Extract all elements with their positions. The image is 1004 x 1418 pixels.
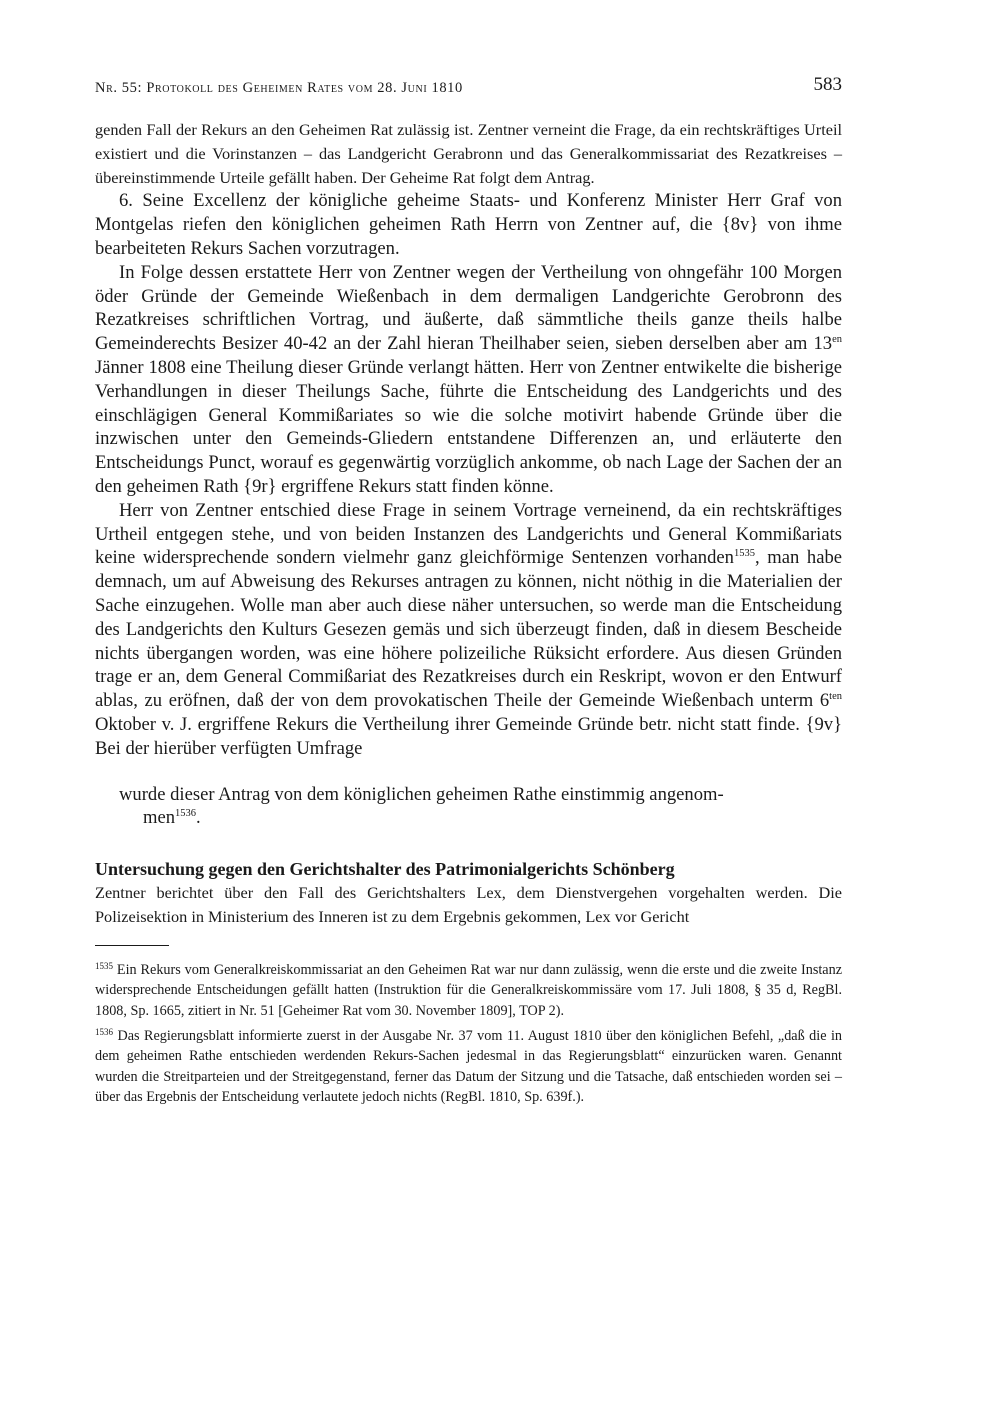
footnote-ref-1536[interactable]: 1536 <box>175 808 197 820</box>
editorial-summary <box>95 118 842 189</box>
resolution-period: . <box>196 807 201 829</box>
protocol-text <box>95 189 842 760</box>
running-title: Nr. 55: Protokoll des Geheimen Rates vom 28. Juni 1810 <box>95 80 463 96</box>
resolution-line-2 <box>119 806 842 830</box>
resolution-line-1: wurde dieser Antrag von dem königlichen geheimen Rathe einstimmig angenom- <box>119 783 724 805</box>
footnote-text: Das Regierungsblatt informierte zuerst in der Ausgabe Nr. 37 vom 11. August 1810 über den königlichen Befehl, „daß die in dem geheimen Rathe entschieden werdenden Rekurs-Sachen jedesmal in das Regierungsblatt“ einzurücken waren. Genannt wurden die Streitparteien und der Streitgegenstand, ferner das Datum der Sitzung und die Tatsache, daß entschieden worden sei – über das Ergebnis der Entscheidung verlautete jedoch nichts (RegBl. 1810, Sp. 639f.). <box>95 1028 842 1105</box>
paragraph-report <box>95 261 842 499</box>
footnotes <box>95 960 842 1107</box>
paragraph-decision-part-a: Herr von Zentner entschied diese Frage in seinem Vortrage verneinend, da ein rechtskräftiges Urtheil entgegen stehe, und von beiden Instanzen des Landgerichts und General Kommißariats keine widersprechende sondern vielmehr ganz gleichförmige Sentenzen vorhanden <box>95 499 842 569</box>
footnote-number: 1535 <box>95 961 113 972</box>
paragraph-decision-part-c: Oktober v. J. ergriffene Rekurs die Vertheilung ihrer Gemeinde Gründe betr. nicht statt finde. {9v} Bei der hierüber verfügten Umfrage <box>95 713 842 759</box>
section-heading: Untersuchung gegen den Gerichtshalter des Patrimonialgerichts Schönberg <box>95 859 675 880</box>
footnote-1536 <box>95 1026 842 1107</box>
superscript-en: en <box>832 334 842 346</box>
paragraph-item-6: 6. Seine Excellenz der königliche geheime Staats- und Konferenz Minister Herr Graf von Montgelas riefen den königlichen geheimen Rath Herrn von Zentner auf, die {8v} von ihme bearbeiteten Rekurs Sachen vorzutragen. <box>95 190 842 259</box>
resolution-word-end: men <box>143 807 176 829</box>
footnote-1535 <box>95 960 842 1021</box>
superscript-ten: ten <box>829 691 842 703</box>
footnote-text: Ein Rekurs vom Generalkreiskommissariat an den Geheimen Rat war nur dann zulässig, wenn die erste und die zweite Instanz widersprechende Entscheidungen gefällt hatten (Instruktion für die Generalkreiskommissäre vom 17. Juli 1808, § 35 d, RegBl. 1808, Sp. 1665, zitiert in Nr. 51 [Geheimer Rat vom 30. November 1809], TOP 2). <box>95 962 842 1019</box>
resolution-block <box>95 783 842 831</box>
page-number: 583 <box>813 74 842 95</box>
paragraph-decision <box>95 499 842 761</box>
paragraph-decision-part-b: , man habe demnach, um auf Abweisung des Rekurses antragen zu können, nicht nöthig in die Materialien der Sache einzugehen. Wolle man aber auch diese näher untersuchen, so werde man die Entscheidung des Landgerichts den Kulturs Gesezen gemäs und sich überzeugt finden, daß in diesem Bescheide nichts übergangen worden, was eine höhere polizeiliche Rüksicht erfordere. Aus diesen Gründen trage er an, dem General Commißariat des Rezatkreises durch ein Reskript, wovon er den Entwurf ablas, zu eröfnen, daß der von dem provokatischen Theile der Gemeinde Wießenbach unterm 6 <box>95 547 842 712</box>
summary-intro: genden Fall der Rekurs an den Geheimen Rat zulässig ist. Zentner verneint die Frage, da ein rechtskräftiges Urteil existiert und die Vorinstanzen – das Landgericht Gerabronn und das Generalkommissariat des Rezatkreises – übereinstimmende Urteile gefällt haben. Der Geheime Rat folgt dem Antrag. <box>95 120 842 187</box>
footnote-ref-1535[interactable]: 1535 <box>733 548 755 560</box>
section-summary: Zentner berichtet über den Fall des Gerichtshalters Lex, dem Dienstvergehen vorgehalten werden. Die Polizeisektion in Ministerium des Inneren ist zu dem Ergebnis gekommen, Lex vor Gericht <box>95 883 842 927</box>
footnote-divider <box>95 945 169 946</box>
footnote-number: 1536 <box>95 1027 113 1037</box>
paragraph-report-part-b: Jänner 1808 eine Theilung dieser Gründe verlangt hätten. Herr von Zentner entwikelte die bisherige Verhandlungen in dieser Theilungs Sache, führte die Entscheidung des Landgerichts und des einschlägigen General Kommißariates so wie die solche motivirt habende Gründe über die inzwischen unter den Gemeinds-Gliedern entstandene Differenzen an, und erläuterte den Entscheidungs Punct, worauf es gegenwärtig vorzüglich ankomme, ob nach Lage der Sachen der an den geheimen Rath {9r} ergriffene Rekurs statt finden könne. <box>95 356 842 497</box>
document-page <box>95 70 842 1112</box>
running-header <box>95 70 842 100</box>
paragraph-report-part-a: In Folge dessen erstattete Herr von Zentner wegen der Vertheilung von ohngefähr 100 Morgen öder Gründe der Gemeinde Wießenbach in dem dermaligen Landgerichte Gerobronn des Rezatkreises schriftlichen Vortrag, und äußerte, daß sämmtliche theils ganze theils halbe Gemeinderechts Besizer 40-42 an der Zahl hieran Theilhaber seien, sieben derselben aber am 13 <box>95 261 842 355</box>
